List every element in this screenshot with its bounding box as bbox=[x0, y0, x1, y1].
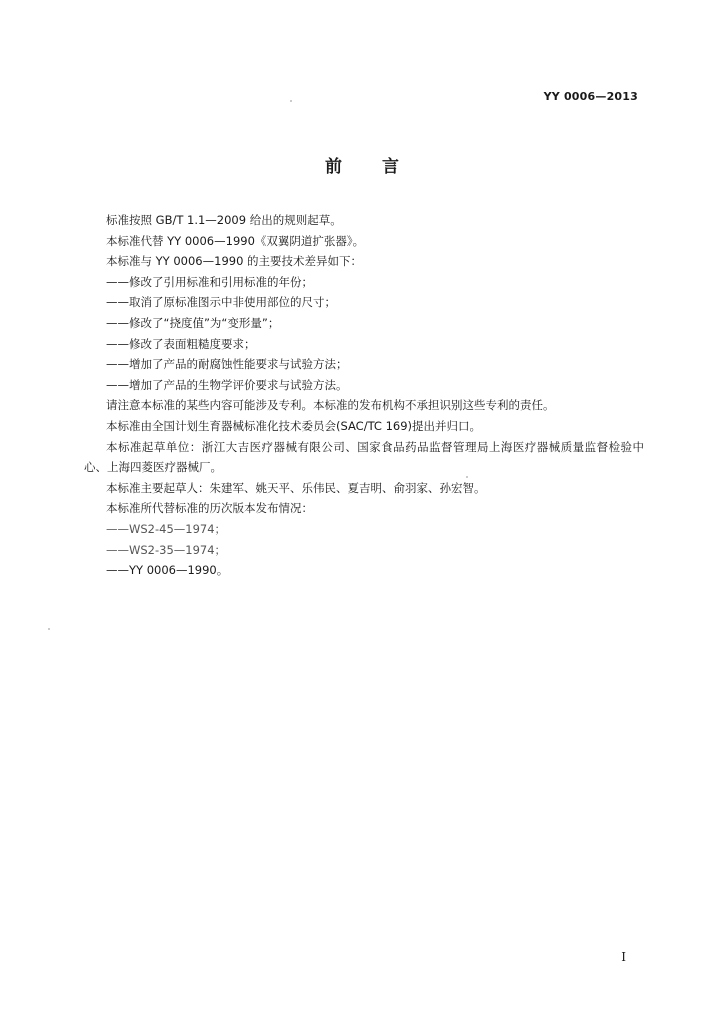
list-item-difference: ——增加了产品的生物学评价要求与试验方法。 bbox=[106, 377, 348, 392]
page-number: I bbox=[621, 950, 626, 964]
paragraph-differences-intro: 本标准与 YY 0006—1990 的主要技术差异如下： bbox=[106, 254, 363, 269]
scan-speck bbox=[466, 476, 468, 478]
paragraph-drafting-rules: 标准按照 GB/T 1.1—2009 给出的规则起草。 bbox=[106, 213, 342, 227]
foreword-body bbox=[84, 210, 644, 581]
paragraph-proposed-by: 本标准由全国计划生育器械标准化技术委员会(SAC/TC 169)提出并归口。 bbox=[106, 418, 482, 433]
standard-number: YY 0006—2013 bbox=[543, 90, 638, 103]
list-item-previous-edition: ——YY 0006—1990。 bbox=[106, 563, 229, 578]
list-item-difference: ——修改了引用标准和引用标准的年份； bbox=[106, 274, 313, 289]
page-title: 前言 bbox=[325, 157, 439, 177]
list-item-previous-edition: ——WS2-35—1974； bbox=[106, 542, 227, 557]
scan-speck bbox=[48, 628, 50, 630]
list-item-difference: ——取消了原标准图示中非使用部位的尺寸； bbox=[106, 295, 336, 310]
scan-speck bbox=[290, 100, 292, 102]
paragraph-drafters: 本标准主要起草人：朱建军、姚天平、乐伟民、夏吉明、俞羽家、孙宏智。 bbox=[106, 480, 486, 495]
list-item-previous-edition: ——WS2-45—1974； bbox=[106, 521, 227, 536]
list-item-difference: ——修改了“挠度值”为“变形量”； bbox=[106, 315, 280, 330]
paragraph-patent-notice: 请注意本标准的某些内容可能涉及专利。本标准的发布机构不承担识别这些专利的责任。 bbox=[106, 398, 555, 413]
list-item-difference: ——修改了表面粗糙度要求； bbox=[106, 336, 256, 351]
paragraph-previous-editions-intro: 本标准所代替标准的历次版本发布情况： bbox=[106, 501, 313, 516]
list-item-difference: ——增加了产品的耐腐蚀性能要求与试验方法； bbox=[106, 357, 348, 372]
paragraph-replaces: 本标准代替 YY 0006—1990《双翼阴道扩张器》。 bbox=[106, 233, 365, 248]
paragraph-drafting-organizations: 本标准起草单位：浙江大吉医疗器械有限公司、国家食品药品监督管理局上海医疗器械质量监督检验中心、上海四菱医疗器械厂。 bbox=[84, 439, 644, 475]
